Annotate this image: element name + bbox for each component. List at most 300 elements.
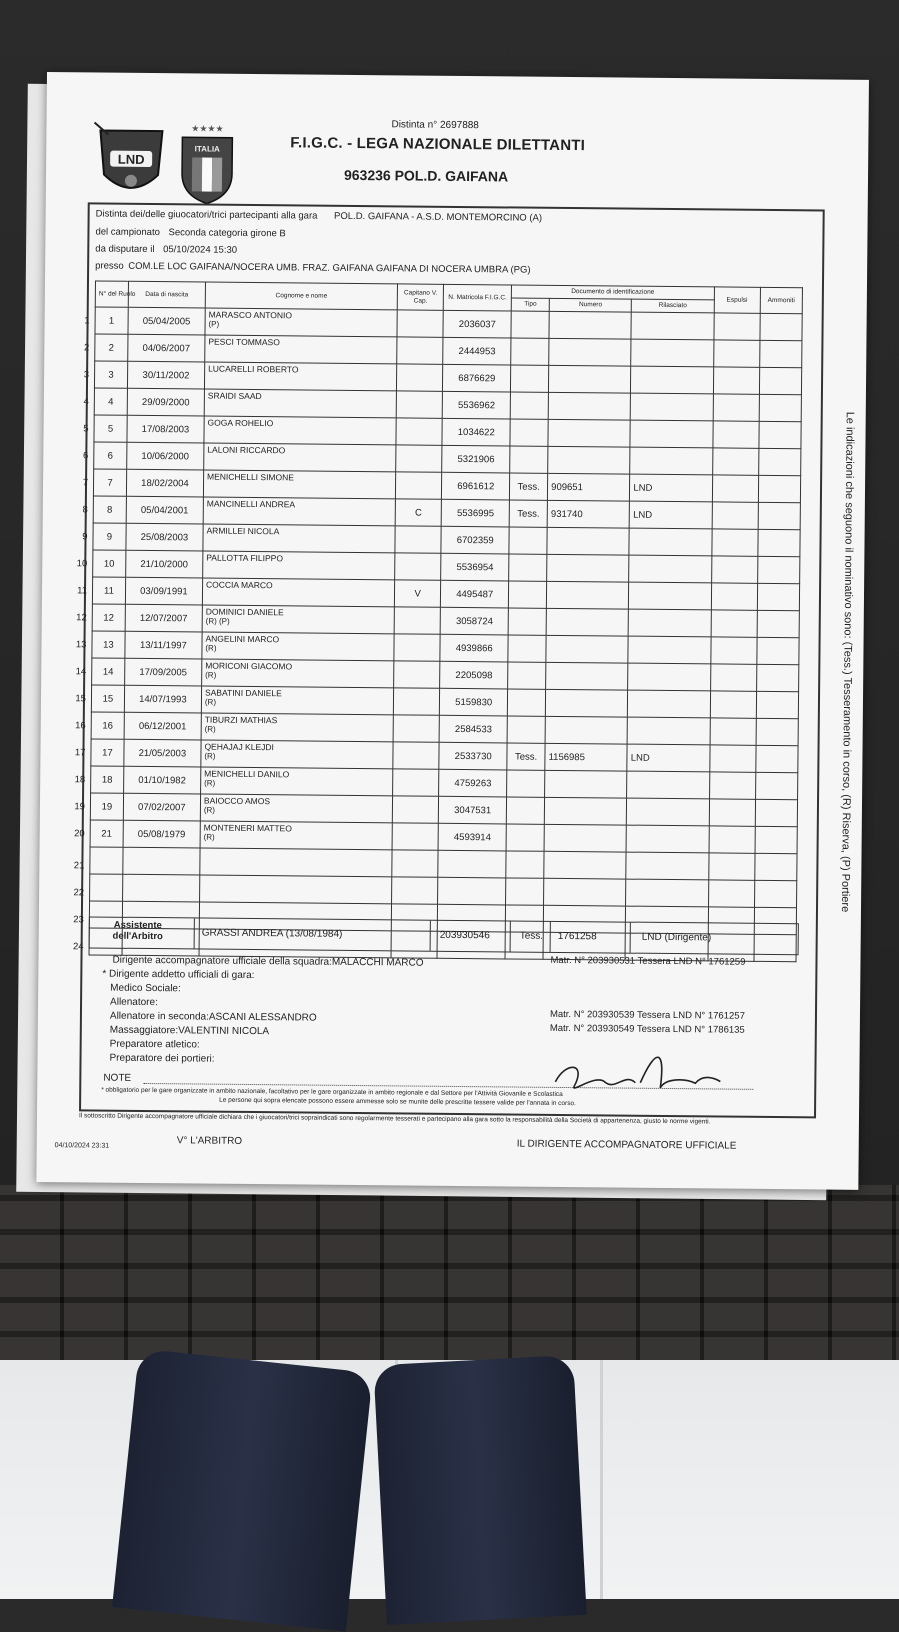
doc-number-cell <box>546 608 628 636</box>
match-roster-sheet <box>36 72 869 1190</box>
row-number: 8 <box>82 503 88 515</box>
matricola-cell: 4939866 <box>440 634 508 662</box>
booked-cell <box>757 637 799 664</box>
ruolo-cell <box>74 739 124 766</box>
ruolo-cell <box>75 658 125 685</box>
row-number: 17 <box>74 746 86 758</box>
row-number: 21 <box>73 860 85 872</box>
matricola-cell: 2584533 <box>439 715 507 743</box>
player-note <box>203 878 388 880</box>
ruolo-value: 15 <box>102 693 114 705</box>
row-number: 15 <box>75 692 87 704</box>
player-name: QEHAJAJ KLEJDI <box>204 741 274 753</box>
expelled-cell <box>709 745 755 772</box>
player-name: SABATINI DANIELE <box>204 687 282 699</box>
ruolo-cell <box>74 820 123 847</box>
venue: COM.LE LOC GAIFANA/NOCERA UMB. FRAZ. GAIFANA GAIFANA DI NOCERA UMBRA (PG) <box>128 260 531 276</box>
doc-type-cell <box>509 527 547 554</box>
doc-issuer-cell <box>629 528 711 556</box>
name-cell <box>204 362 396 391</box>
player-note: (R) <box>203 805 216 815</box>
matricola-cell: 5536995 <box>441 499 509 527</box>
person-leg-right <box>373 1355 586 1625</box>
massaggiatore-line: Massaggiatore:VALENTINI NICOLA <box>109 1024 270 1038</box>
captain-cell <box>396 445 442 472</box>
name-cell <box>202 578 394 607</box>
doc-issuer-cell: LND <box>627 744 709 772</box>
matricola-cell: 3058724 <box>440 607 508 635</box>
expelled-cell <box>710 718 756 745</box>
doc-number-cell: 931740 <box>547 500 629 528</box>
ruolo-value: 2 <box>108 342 114 354</box>
name-cell <box>203 470 395 499</box>
ruolo-cell <box>82 469 126 496</box>
booked-cell <box>756 745 798 772</box>
doc-type-cell: Tess. <box>507 743 545 770</box>
doc-issuer-cell <box>628 663 710 691</box>
player-name: COCCIA MARCO <box>205 579 273 591</box>
assistant-label: Assistente dell'Arbitro <box>112 919 163 943</box>
assistant-doc-number: 1761258 <box>557 930 597 943</box>
name-cell <box>204 443 396 472</box>
matricola-cell: 5321906 <box>442 445 510 473</box>
matricola-cell: 5159830 <box>440 688 508 716</box>
ruolo-cell <box>82 523 126 550</box>
doc-number-cell <box>544 797 626 825</box>
name-cell <box>202 659 394 688</box>
ruolo-cell <box>83 361 127 388</box>
birthdate-cell: 21/10/2000 <box>126 550 203 578</box>
note-label: NOTE <box>103 1072 132 1084</box>
ruolo-cell <box>73 874 123 901</box>
doc-number-cell: 909651 <box>548 473 630 501</box>
doc-number-cell <box>545 716 627 744</box>
meta-data: da disputare il 05/10/2024 15:30 <box>95 243 238 256</box>
doc-type-cell <box>510 392 548 419</box>
booked-cell <box>760 340 802 367</box>
name-cell <box>201 686 393 715</box>
lnd-logo-text: LND <box>117 151 145 167</box>
col-nascita: Data di nascita <box>128 281 205 308</box>
matricola-cell: 2533730 <box>439 742 507 770</box>
matricola-cell: 1034622 <box>442 418 510 446</box>
booked-cell <box>755 826 797 853</box>
booked-cell <box>756 691 798 718</box>
expelled-cell <box>711 583 757 610</box>
row-number: 24 <box>72 941 84 953</box>
doc-issuer-cell <box>626 852 708 880</box>
championship: Seconda categoria girone B <box>168 227 286 240</box>
matricola-cell: 4495487 <box>441 580 509 608</box>
name-cell <box>203 524 395 553</box>
doc-issuer-cell <box>631 339 713 367</box>
doc-number-cell <box>548 419 630 447</box>
row-number: 6 <box>82 449 89 461</box>
birthdate-cell: 17/09/2005 <box>124 658 201 686</box>
birthdate-cell: 14/07/1993 <box>124 685 201 713</box>
expelled-cell <box>709 772 755 799</box>
booked-cell <box>754 880 796 907</box>
player-note: (R) <box>205 643 217 653</box>
matricola-cell: 6876629 <box>443 364 511 392</box>
distinta-number: Distinta n° 2697888 <box>391 119 479 132</box>
booked-cell <box>755 772 797 799</box>
ruolo-cell <box>84 307 128 334</box>
ruolo-value: 21 <box>101 828 112 840</box>
doc-issuer-cell <box>627 798 709 826</box>
birthdate-cell: 30/11/2002 <box>127 361 204 389</box>
matricola-cell: 2205098 <box>440 661 508 689</box>
doc-number-cell <box>547 581 629 609</box>
doc-number-cell <box>545 770 627 798</box>
player-note: (R) <box>204 751 216 761</box>
doc-type-cell <box>508 635 546 662</box>
doc-number-cell <box>549 311 631 339</box>
captain-cell <box>393 742 439 769</box>
ruolo-cell <box>76 550 126 577</box>
ruolo-cell <box>83 415 127 442</box>
expelled-cell <box>711 610 757 637</box>
birthdate-cell: 07/02/2007 <box>123 793 200 821</box>
row-number: 12 <box>76 611 87 623</box>
row-number: 22 <box>73 887 85 899</box>
matricola-cell: 6961612 <box>442 472 510 500</box>
legend-side-note: Le indicazioni che seguono il nominativo sono: (Tess.) Tesseramento in corso, (R) Riserva, (P) Portiere <box>838 411 856 913</box>
player-name: BAIOCCO AMOS <box>203 795 271 807</box>
captain-cell <box>396 472 442 499</box>
matricola-cell: 4759263 <box>439 769 507 797</box>
row-number: 18 <box>74 773 86 785</box>
captain-cell <box>395 553 441 580</box>
booked-cell <box>759 394 801 421</box>
captain-cell <box>392 823 438 850</box>
expelled-cell <box>712 502 758 529</box>
ruolo-cell <box>75 631 125 658</box>
birthdate-cell: 10/06/2000 <box>127 442 204 470</box>
expelled-cell <box>711 556 757 583</box>
doc-type-cell <box>510 419 548 446</box>
birthdate-cell: 12/07/2007 <box>125 604 202 632</box>
doc-issuer-cell <box>629 555 711 583</box>
massaggiatore-matr: Matr. N° 203930549 Tessera LND N° 1786135 <box>549 1022 745 1036</box>
expelled-cell <box>713 394 759 421</box>
birthdate-cell: 05/04/2001 <box>126 496 203 524</box>
col-ammoniti: Ammoniti <box>760 287 802 313</box>
birthdate-cell: 03/09/1991 <box>125 577 202 605</box>
print-timestamp: 04/10/2024 23:31 <box>54 1142 110 1150</box>
preparatore-portieri-line: Preparatore dei portieri: <box>109 1052 215 1065</box>
name-cell <box>201 713 393 742</box>
expelled-cell <box>709 826 755 853</box>
ruolo-value: 10 <box>103 558 115 570</box>
doc-number-cell <box>546 662 628 690</box>
player-name: ARMILLEI NICOLA <box>206 525 280 537</box>
row-number: 16 <box>75 719 86 731</box>
row-number: 19 <box>74 800 86 812</box>
captain-cell <box>395 526 441 553</box>
captain-cell <box>394 607 440 634</box>
expelled-cell <box>713 421 759 448</box>
doc-issuer-cell <box>628 690 710 718</box>
birthdate-cell: 04/06/2007 <box>128 334 205 362</box>
booked-cell <box>757 610 799 637</box>
player-name: MONTENERI MATTEO <box>203 822 292 834</box>
club-title: 963236 POL.D. GAIFANA <box>343 166 509 185</box>
col-tipo: Tipo <box>511 298 549 311</box>
referee-signature-label: V° L'ARBITRO <box>176 1135 243 1147</box>
obbligatorio-text: * obbligatorio per le gare organizzate in ambito nazionale, facoltativo per le gare organizzate in ambito regionale e dal Settore per l'Attività Giovanile e Scolastica <box>101 1086 563 1098</box>
name-cell <box>202 605 394 634</box>
player-name: MANCINELLI ANDREA <box>206 498 296 510</box>
player-name: MORICONI GIACOMO <box>205 660 293 672</box>
row-number: 1 <box>84 314 90 326</box>
doc-number-cell <box>548 446 630 474</box>
name-cell <box>203 551 395 580</box>
doc-type-cell <box>508 662 546 689</box>
name-cell <box>205 308 397 337</box>
player-name: SRAIDI SAAD <box>207 390 262 402</box>
birthdate-cell: 05/04/2005 <box>128 307 205 335</box>
doc-number-cell: 1156985 <box>545 743 627 771</box>
col-documento: Documento di identificazione <box>511 285 714 300</box>
row-number: 4 <box>83 395 89 407</box>
row-number: 14 <box>75 665 87 677</box>
ruolo-cell <box>84 334 128 361</box>
ruolo-value: 1 <box>108 315 115 327</box>
booked-cell <box>758 475 800 502</box>
ruolo-value: 6 <box>107 450 113 462</box>
player-name: TIBURZI MATHIAS <box>204 714 278 726</box>
name-cell <box>201 740 393 769</box>
col-numero: Numero <box>549 298 631 312</box>
row-number: 7 <box>82 476 89 488</box>
dirigente-line: Dirigente accompagnatore ufficiale della squadra:MALACCHI MARCO <box>112 954 424 969</box>
ruolo-value: 4 <box>108 396 114 408</box>
match-date: 05/10/2024 15:30 <box>163 244 238 256</box>
birthdate-cell: 25/08/2003 <box>126 523 203 551</box>
expelled-cell <box>709 799 755 826</box>
doc-issuer-cell <box>631 366 713 394</box>
ruolo-value: 3 <box>108 369 114 381</box>
doc-type-cell <box>509 554 547 581</box>
name-cell <box>200 821 392 850</box>
person-leg-left <box>112 1348 373 1631</box>
doc-type-cell <box>506 851 544 878</box>
col-nome: Cognome e nome <box>205 282 397 310</box>
matricola-cell <box>438 877 506 905</box>
captain-cell <box>393 688 439 715</box>
ruolo-value: 14 <box>102 666 114 678</box>
signature-icon <box>545 1042 726 1104</box>
player-note: (R) (P) <box>205 616 230 626</box>
ruolo-value: 16 <box>102 720 113 732</box>
expelled-cell <box>708 853 754 880</box>
captain-cell: C <box>395 499 441 526</box>
booked-cell <box>757 583 799 610</box>
doc-issuer-cell <box>628 609 710 637</box>
player-note <box>203 905 388 907</box>
booked-cell <box>760 313 802 340</box>
captain-cell <box>397 310 443 337</box>
captain-cell <box>392 877 438 904</box>
matricola-cell <box>438 850 506 878</box>
name-cell <box>202 632 394 661</box>
addetto-line: * Dirigente addetto ufficiali di gara: <box>102 968 255 982</box>
ruolo-value: 17 <box>102 747 113 759</box>
booked-cell <box>756 718 798 745</box>
matricola-cell: 3047531 <box>439 796 507 824</box>
booked-cell <box>758 502 800 529</box>
expelled-cell <box>710 664 756 691</box>
header-row <box>95 281 802 301</box>
player-name: ANGELINI MARCO <box>205 633 280 645</box>
doc-type-cell <box>506 797 544 824</box>
matricola-cell: 2444953 <box>443 337 511 365</box>
player-note: (P) <box>208 319 220 329</box>
expelled-cell <box>710 637 756 664</box>
svg-text:★★★★: ★★★★ <box>191 123 224 134</box>
captain-cell <box>394 661 440 688</box>
doc-number-cell <box>548 392 630 420</box>
birthdate-cell: 05/08/1979 <box>123 820 200 848</box>
row-number: 13 <box>75 638 87 650</box>
doc-type-cell <box>507 689 545 716</box>
ruolo-value: 12 <box>103 612 115 624</box>
ruolo-value: 11 <box>103 585 114 597</box>
booked-cell <box>758 529 800 556</box>
doc-type-cell <box>507 770 545 797</box>
col-capitano: Capitano V. Cap. <box>397 284 443 310</box>
birthdate-cell: 01/10/1982 <box>123 766 200 794</box>
ruolo-value: 13 <box>103 639 114 651</box>
captain-cell <box>396 418 442 445</box>
expelled-cell <box>712 448 758 475</box>
player-name: MARASCO ANTONIO <box>208 309 293 321</box>
player-note: (R) <box>204 724 216 734</box>
row-number: 23 <box>73 914 84 926</box>
birthdate-cell: 18/02/2004 <box>126 469 203 497</box>
expelled-cell <box>712 475 758 502</box>
row-number: 9 <box>82 530 88 542</box>
expelled-cell <box>711 529 757 556</box>
doc-issuer-cell <box>628 636 710 664</box>
player-note <box>203 851 388 853</box>
doc-number-cell <box>547 554 629 582</box>
matricola-cell: 5536954 <box>441 553 509 581</box>
allenatore2-matr: Matr. N° 203930539 Tessera LND N° 1761257 <box>549 1008 745 1022</box>
captain-cell <box>393 769 439 796</box>
birthdate-cell <box>123 847 200 875</box>
ruolo-cell <box>74 793 123 820</box>
lnd-logo-icon <box>94 122 169 203</box>
booked-cell <box>758 448 800 475</box>
col-matricola: N. Matricola F.I.G.C. <box>444 284 512 311</box>
allenatore2-line: Allenatore in seconda:ASCANI ALESSANDRO <box>109 1010 317 1024</box>
assistant-issuer: LND (Dirigente) <box>641 931 712 944</box>
row-number: 10 <box>76 557 88 569</box>
ruolo-cell <box>76 604 125 631</box>
booked-cell <box>755 853 797 880</box>
meta-campionato: del campionato Seconda categoria girone B <box>95 226 286 240</box>
medico-line: Medico Sociale: <box>110 982 181 995</box>
assistant-name: GRASSI ANDREA (13/08/1984) <box>201 927 343 940</box>
doc-issuer-cell <box>629 582 711 610</box>
name-cell <box>204 389 396 418</box>
ruolo-cell <box>77 577 125 604</box>
doc-type-cell: Tess. <box>510 473 548 500</box>
doc-number-cell <box>545 689 627 717</box>
doc-issuer-cell <box>631 312 713 340</box>
doc-number-cell <box>549 365 631 393</box>
doc-issuer-cell <box>627 717 709 745</box>
assistant-matricola: 203930546 <box>439 929 490 942</box>
doc-type-cell: Tess. <box>509 500 547 527</box>
ruolo-value: 7 <box>107 477 113 489</box>
row-number: 5 <box>83 422 89 434</box>
ruolo-cell <box>82 496 126 523</box>
expelled-cell <box>708 880 754 907</box>
expelled-cell <box>710 691 756 718</box>
ruolo-value: 19 <box>101 801 113 813</box>
doc-issuer-cell <box>630 420 712 448</box>
col-rilasciato: Rilasciato <box>632 299 714 313</box>
doc-issuer-cell: LND <box>630 501 712 529</box>
player-name: LALONI RICCARDO <box>207 444 286 456</box>
doc-issuer-cell <box>630 447 712 475</box>
assistant-referee-row <box>89 916 799 955</box>
roster-table <box>72 280 803 962</box>
expelled-cell <box>713 340 759 367</box>
italia-crest-icon <box>178 121 237 206</box>
ruolo-cell <box>75 685 124 712</box>
captain-cell: V <box>394 580 440 607</box>
birthdate-cell: 29/09/2000 <box>127 388 204 416</box>
declaration-text: Il sottoscritto Dirigente accompagnatore ufficiale dichiara che i giuocatori/trici sopraindicati sono regolarmente tesserati e partecipano alla gara sotto la responsabilità della Società di appartenenza, giusto le norme vigenti. <box>78 1112 711 1126</box>
booked-cell <box>757 556 799 583</box>
player-name: PALLOTTA FILIPPO <box>206 552 284 564</box>
doc-type-cell <box>509 581 547 608</box>
booked-cell <box>756 664 798 691</box>
captain-cell <box>397 337 443 364</box>
doc-type-cell <box>508 608 546 635</box>
doc-issuer-cell <box>627 771 709 799</box>
captain-cell <box>396 391 442 418</box>
wicker-table-edge <box>0 1185 899 1365</box>
row-number: 2 <box>84 341 90 353</box>
col-ruolo: N° del Ruolo <box>95 281 128 307</box>
captain-cell <box>394 634 440 661</box>
roster-body <box>72 307 802 962</box>
birthdate-cell: 17/08/2003 <box>127 415 204 443</box>
matricola-cell: 4593914 <box>438 823 506 851</box>
roster-frame <box>72 202 856 1118</box>
birthdate-cell <box>122 874 199 902</box>
doc-issuer-cell: LND <box>630 474 712 502</box>
dirigente-signature-label: IL DIRIGENTE ACCOMPAGNATORE UFFICIALE <box>516 1138 737 1152</box>
col-espulsi: Espulsi <box>714 287 760 313</box>
ruolo-cell <box>73 847 123 874</box>
preparatore-line: Preparatore atletico: <box>109 1038 200 1051</box>
row-number: 3 <box>83 368 90 380</box>
dirigente-matr: Matr. N° 203930531 Tessera LND N° 1761259 <box>550 954 746 968</box>
name-cell <box>201 767 393 796</box>
matricola-cell: 5536962 <box>443 391 511 419</box>
expelled-cell <box>713 367 759 394</box>
ruolo-value: 9 <box>106 531 113 543</box>
ruolo-cell <box>74 766 124 793</box>
name-cell <box>203 497 395 526</box>
captain-cell <box>392 796 438 823</box>
